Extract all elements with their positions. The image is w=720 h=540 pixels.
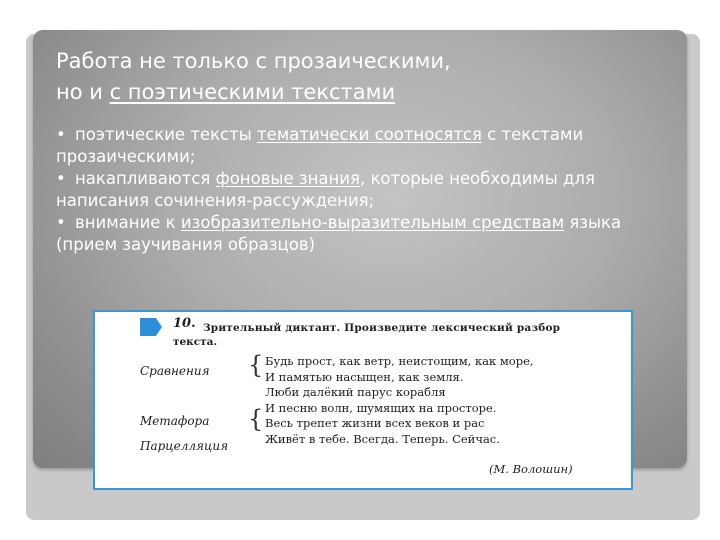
label-metaphor: Метафора — [140, 414, 210, 428]
brace-icon: { — [248, 351, 264, 379]
poem-line: И памятью насыщен, как земля. — [265, 369, 464, 384]
title-line-2-plain: но и — [56, 80, 110, 104]
exercise-instruction-continued: текста. — [173, 336, 218, 348]
poem-line: Живёт в тебе. Всегда. Теперь. Сейчас. — [265, 431, 500, 446]
bullet-text: с текстами прозаическими; — [56, 125, 584, 166]
title-line-1: Работа не только с прозаическими, — [56, 49, 451, 73]
poem-text — [265, 354, 534, 448]
bullet-list — [56, 124, 686, 256]
poem-author: (М. Волошин) — [489, 462, 573, 476]
brace-icon: { — [248, 405, 264, 433]
bullet-underlined-text: фоновые знания — [215, 169, 360, 188]
bullet-dot: • — [56, 213, 66, 232]
title-line-2-underlined: с поэтическими текстами — [109, 80, 396, 104]
bullet-text: , которые необходимы для написания сочинения-рассуждения; — [56, 169, 595, 210]
bullet-item — [56, 124, 686, 168]
exercise-instruction: Зрительный диктант. Произведите лексический разбор — [203, 322, 561, 334]
bullet-dot: • — [56, 125, 66, 144]
slide-title — [56, 46, 676, 108]
bullet-text: языка (прием заучивания образцов) — [56, 213, 622, 254]
bullet-dot: • — [56, 169, 66, 188]
label-parcellation: Парцелляция — [140, 439, 229, 453]
textbook-excerpt-image — [93, 310, 633, 490]
bullet-underlined-text: тематически соотносятся — [257, 125, 482, 144]
bullet-item — [56, 212, 686, 256]
title-line-2 — [56, 77, 676, 108]
bullet-underlined-text: изобразительно-выразительным средствам — [180, 213, 565, 232]
poem-line: Весь трепет жизни всех веков и рас — [265, 416, 485, 431]
bullet-text: накапливаются — [74, 169, 216, 188]
exercise-marker-icon — [140, 318, 162, 336]
bullet-text: поэтические тексты — [74, 125, 257, 144]
poem-line: И песню волн, шумящих на просторе. — [265, 400, 497, 415]
label-comparisons: Сравнения — [140, 364, 210, 378]
bullet-item — [56, 168, 686, 212]
poem-line: Будь прост, как ветр, неистощим, как море, — [265, 354, 534, 368]
exercise-number: 10. — [173, 316, 196, 331]
poem-line: Люби далёкий парус корабля — [265, 385, 446, 400]
bullet-text: внимание к — [74, 213, 181, 232]
